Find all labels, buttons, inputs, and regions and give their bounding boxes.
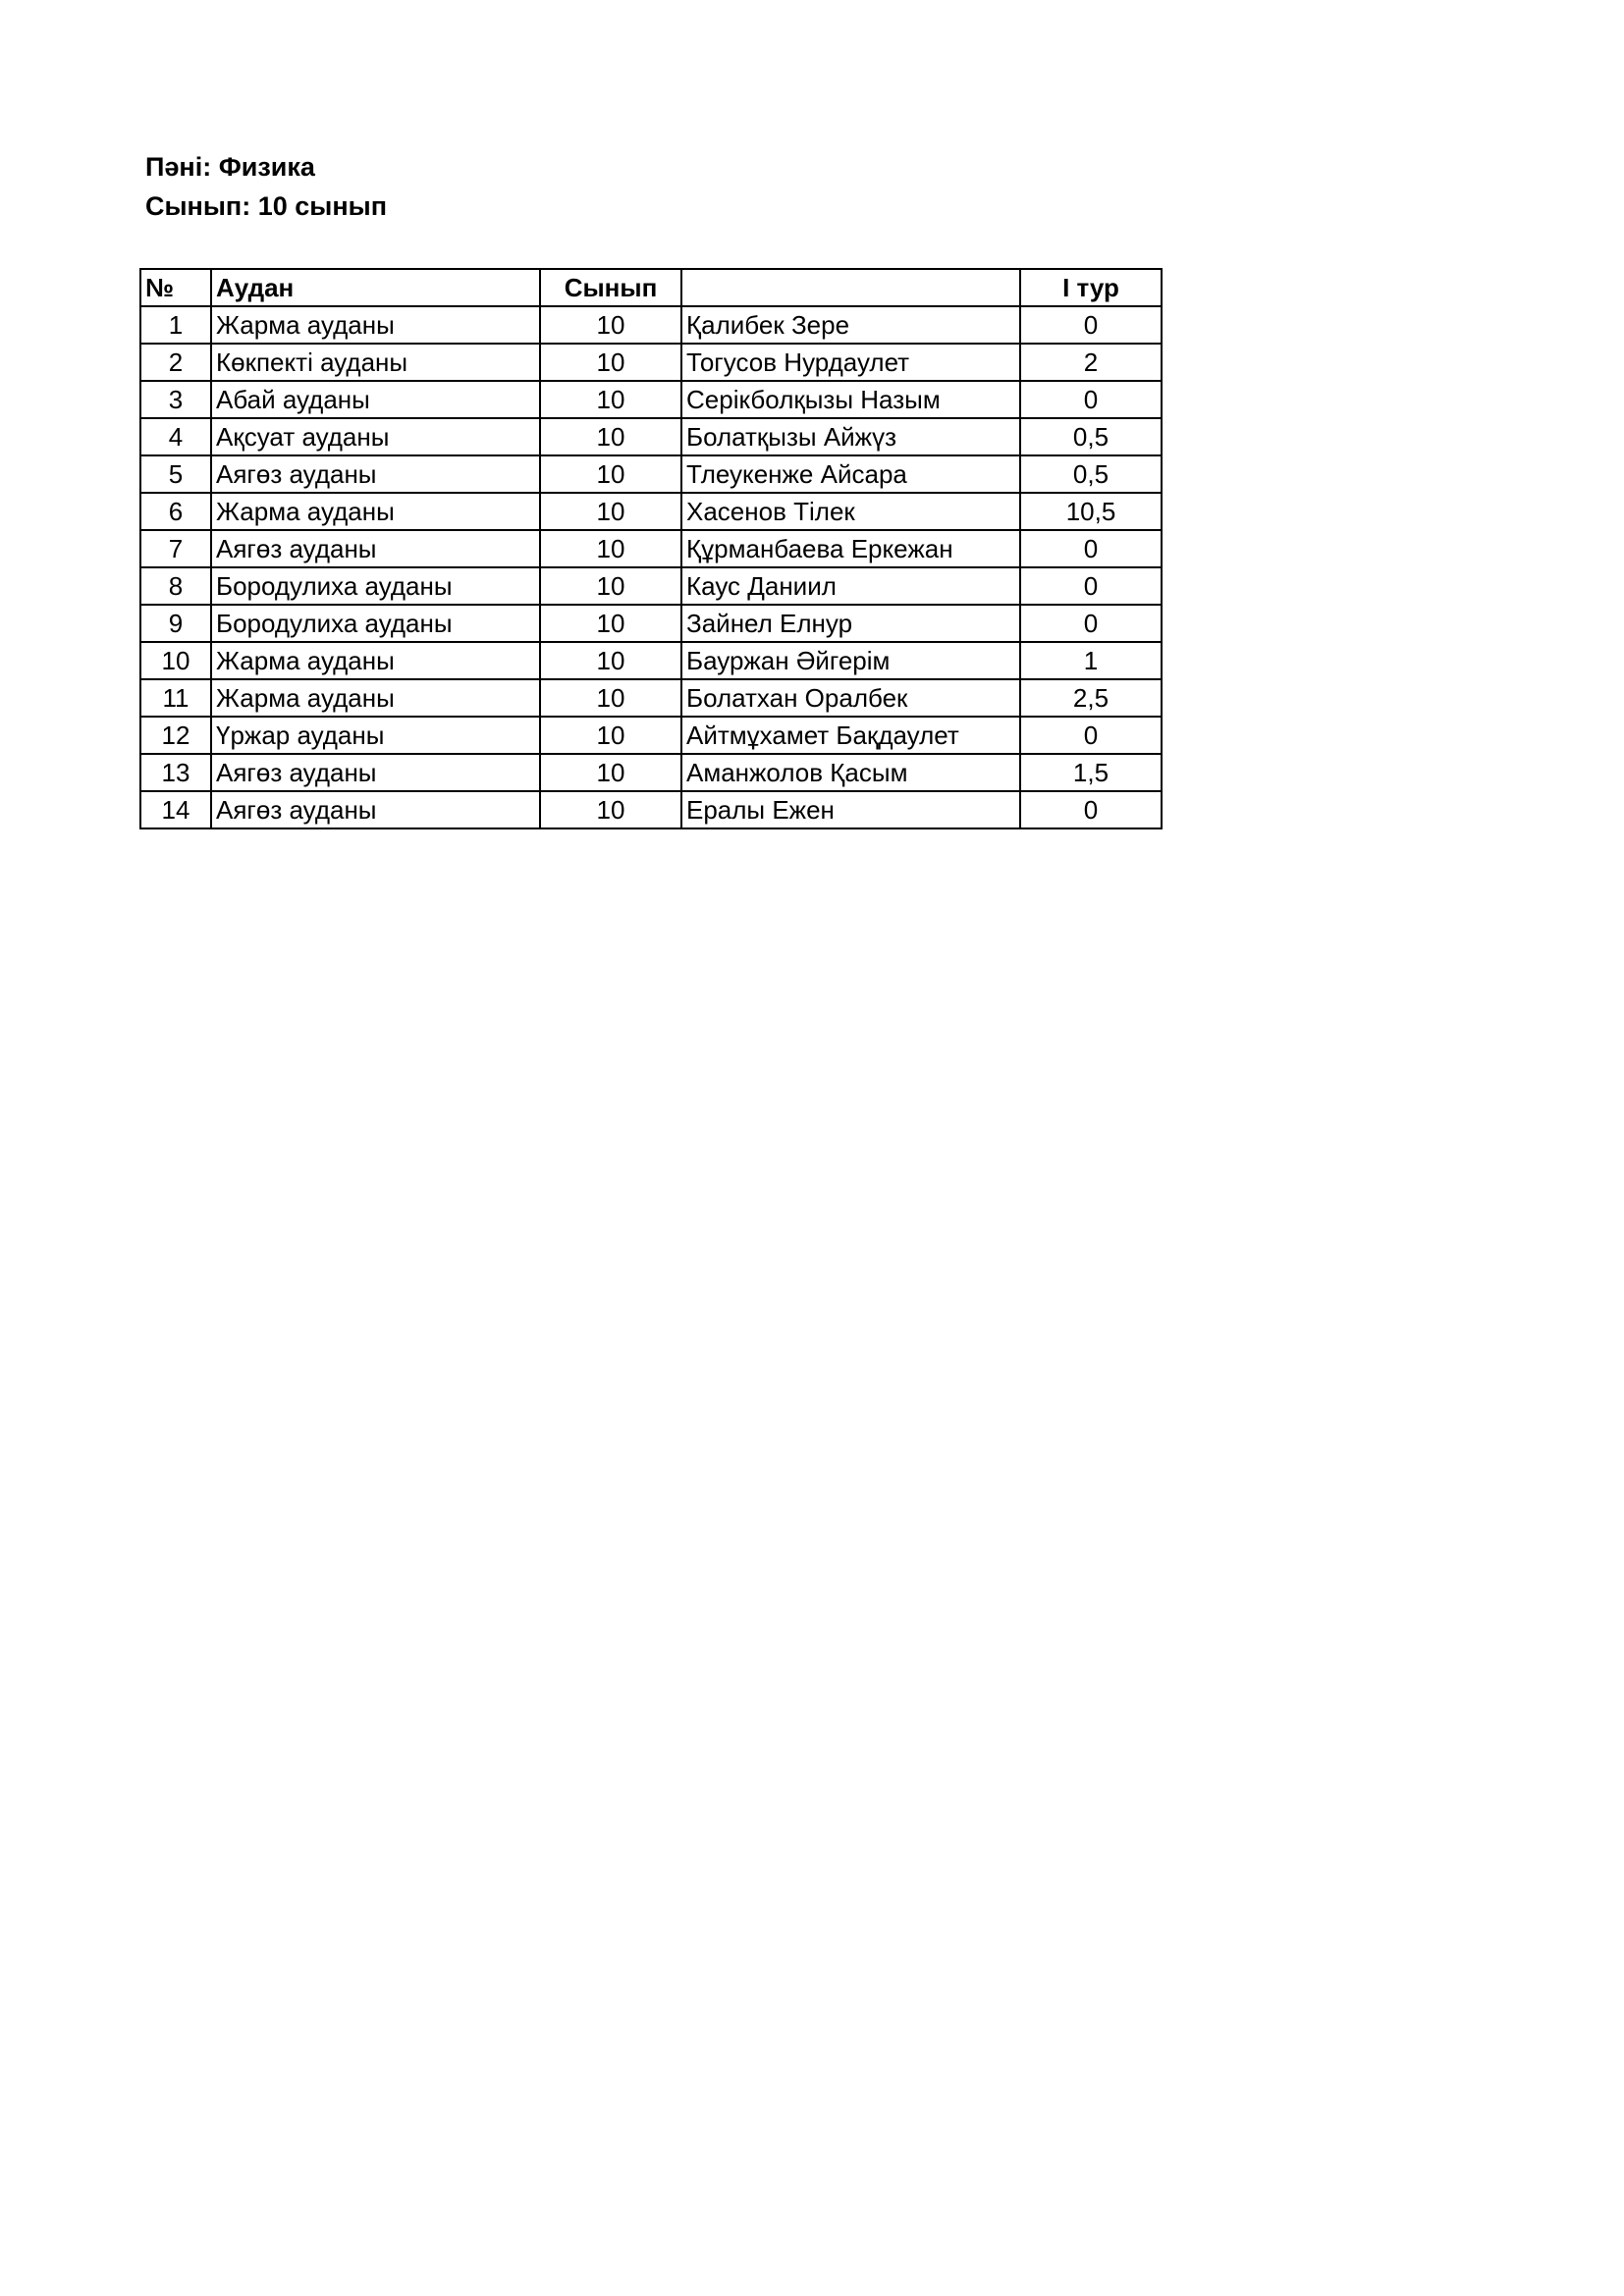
cell-district: Көкпекті ауданы xyxy=(211,344,540,381)
cell-name: Хасенов Тілек xyxy=(681,493,1020,530)
table-row xyxy=(140,642,1162,679)
cell-score: 1,5 xyxy=(1020,754,1162,791)
cell-number: 9 xyxy=(140,605,211,642)
cell-score: 0 xyxy=(1020,567,1162,605)
cell-district: Ақсуат ауданы xyxy=(211,418,540,455)
table-row xyxy=(140,455,1162,493)
cell-district: Жарма ауданы xyxy=(211,642,540,679)
cell-district: Аягөз ауданы xyxy=(211,530,540,567)
cell-name: Болатқызы Айжүз xyxy=(681,418,1020,455)
cell-name: Болатхан Оралбек xyxy=(681,679,1020,717)
cell-number: 13 xyxy=(140,754,211,791)
cell-number: 5 xyxy=(140,455,211,493)
cell-name: Серікболқызы Назым xyxy=(681,381,1020,418)
cell-score: 0,5 xyxy=(1020,418,1162,455)
cell-number: 3 xyxy=(140,381,211,418)
cell-district: Бородулиха ауданы xyxy=(211,567,540,605)
cell-district: Аягөз ауданы xyxy=(211,754,540,791)
table-row xyxy=(140,679,1162,717)
cell-grade: 10 xyxy=(540,306,681,344)
cell-district: Аягөз ауданы xyxy=(211,455,540,493)
cell-number: 14 xyxy=(140,791,211,828)
cell-district: Бородулиха ауданы xyxy=(211,605,540,642)
cell-name: Тлеукенже Айсара xyxy=(681,455,1020,493)
column-header-district: Аудан xyxy=(211,269,540,306)
column-header-grade: Сынып xyxy=(540,269,681,306)
cell-grade: 10 xyxy=(540,418,681,455)
grade-label: Сынып: 10 сынып xyxy=(145,191,388,221)
cell-grade: 10 xyxy=(540,455,681,493)
table-row xyxy=(140,605,1162,642)
table-row xyxy=(140,754,1162,791)
cell-grade: 10 xyxy=(540,530,681,567)
cell-score: 10,5 xyxy=(1020,493,1162,530)
cell-number: 7 xyxy=(140,530,211,567)
cell-score: 0 xyxy=(1020,381,1162,418)
table-row xyxy=(140,567,1162,605)
cell-name: Аманжолов Қасым xyxy=(681,754,1020,791)
cell-number: 11 xyxy=(140,679,211,717)
cell-district: Жарма ауданы xyxy=(211,679,540,717)
cell-grade: 10 xyxy=(540,679,681,717)
subject-label: Пәні: Физика xyxy=(145,152,315,182)
cell-name: Ералы Ежен xyxy=(681,791,1020,828)
cell-score: 0 xyxy=(1020,530,1162,567)
table-row xyxy=(140,791,1162,828)
table-row xyxy=(140,418,1162,455)
table-row xyxy=(140,381,1162,418)
cell-score: 0,5 xyxy=(1020,455,1162,493)
cell-score: 2 xyxy=(1020,344,1162,381)
table-row xyxy=(140,344,1162,381)
table-header-row xyxy=(140,269,1162,306)
cell-district: Үржар ауданы xyxy=(211,717,540,754)
cell-number: 8 xyxy=(140,567,211,605)
results-table xyxy=(139,268,1163,829)
cell-name: Құрманбаева Еркежан xyxy=(681,530,1020,567)
cell-score: 0 xyxy=(1020,717,1162,754)
cell-name: Зайнел Елнур xyxy=(681,605,1020,642)
cell-grade: 10 xyxy=(540,567,681,605)
cell-score: 0 xyxy=(1020,605,1162,642)
cell-name: Қалибек Зере xyxy=(681,306,1020,344)
cell-name: Бауржан Әйгерім xyxy=(681,642,1020,679)
cell-score: 0 xyxy=(1020,306,1162,344)
cell-score: 0 xyxy=(1020,791,1162,828)
cell-score: 1 xyxy=(1020,642,1162,679)
cell-grade: 10 xyxy=(540,344,681,381)
cell-number: 1 xyxy=(140,306,211,344)
cell-district: Абай ауданы xyxy=(211,381,540,418)
table-body xyxy=(140,306,1162,828)
column-header-name xyxy=(681,269,1020,306)
cell-name: Айтмұхамет Бақдаулет xyxy=(681,717,1020,754)
cell-name: Тогусов Нурдаулет xyxy=(681,344,1020,381)
cell-number: 4 xyxy=(140,418,211,455)
cell-score: 2,5 xyxy=(1020,679,1162,717)
table-row xyxy=(140,530,1162,567)
cell-grade: 10 xyxy=(540,754,681,791)
cell-name: Каус Даниил xyxy=(681,567,1020,605)
document-header xyxy=(145,147,387,226)
column-header-round-1: I тур xyxy=(1020,269,1162,306)
cell-number: 2 xyxy=(140,344,211,381)
column-header-number: № xyxy=(140,269,211,306)
cell-district: Жарма ауданы xyxy=(211,306,540,344)
cell-grade: 10 xyxy=(540,381,681,418)
cell-grade: 10 xyxy=(540,791,681,828)
cell-grade: 10 xyxy=(540,717,681,754)
cell-number: 10 xyxy=(140,642,211,679)
cell-grade: 10 xyxy=(540,493,681,530)
table-row xyxy=(140,493,1162,530)
cell-grade: 10 xyxy=(540,605,681,642)
table-row xyxy=(140,306,1162,344)
table-row xyxy=(140,717,1162,754)
cell-district: Аягөз ауданы xyxy=(211,791,540,828)
cell-grade: 10 xyxy=(540,642,681,679)
cell-number: 6 xyxy=(140,493,211,530)
cell-number: 12 xyxy=(140,717,211,754)
cell-district: Жарма ауданы xyxy=(211,493,540,530)
